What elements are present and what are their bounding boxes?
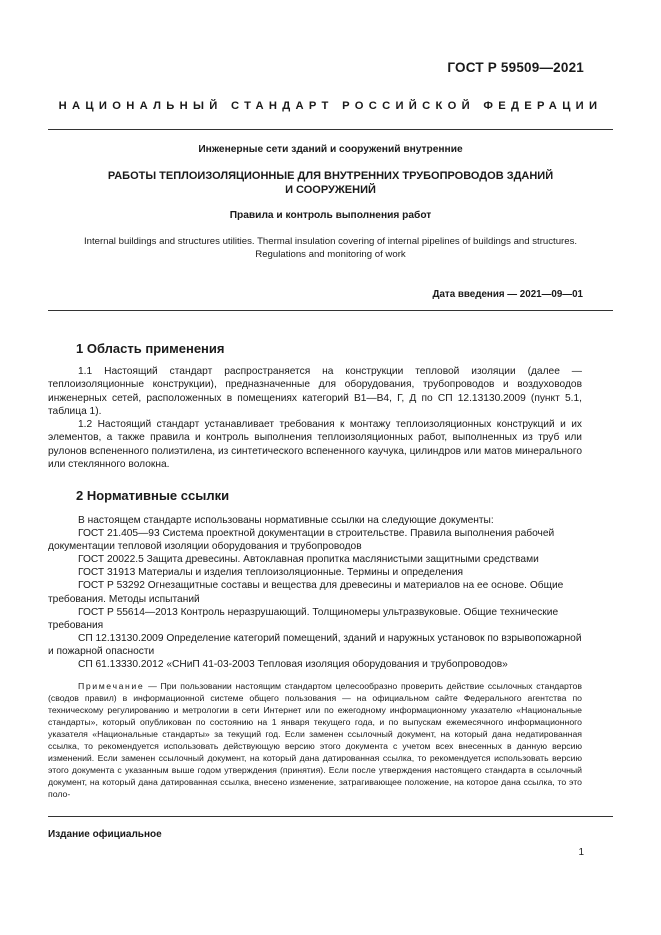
title-line-2: И СООРУЖЕНИЙ <box>285 183 376 196</box>
paragraph-1-1: 1.1 Настоящий стандарт распространяется на конструкции тепловой изоляции (далее — теплоизоляционные конструкции), предназначенные для оборудования, трубопроводов и воздуховодов инженерных сетей, расположенных в помещениях категорий В1—В4, Г, Д по СП 12.13130.2009 (пункт 5.1, таблица 1). <box>48 366 582 417</box>
english-title-line-2: Regulations and monitoring of work <box>255 249 406 260</box>
reference-item: СП 61.13330.2012 «СНиП 41-03-2003 Тепловая изоляция оборудования и трубопроводов» <box>78 659 508 671</box>
national-standard-heading: НАЦИОНАЛЬНЫЙ СТАНДАРТ РОССИЙСКОЙ ФЕДЕРАЦИИ <box>58 100 603 112</box>
reference-item: СП 12.13130.2009 Определение категорий помещений, зданий и наружных установок по взрывопожарной и пожарной опасности <box>48 632 582 657</box>
reference-item: ГОСТ 20022.5 Защита древесины. Автоклавная пропитка маслянистыми защитными средствами <box>78 554 539 566</box>
references-list <box>48 514 582 671</box>
note-text: — При пользовании настоящим стандартом целесообразно проверить действие ссылочных стандартов (сводов правил) в информационной системе общего пользования — на официальном сайте Федерального агентства по техническому регулированию и метрологии в сети Интернет или по ежегодному информационному указателю «Национальные стандарты», который опубликован по состоянию на 1 января текущего года, и по выпускам ежемесячного информационного указателя «Национальные стандарты» за текущий год. Если заменен ссылочный документ, на который дана недатированная ссылка, то рекомендуется использовать действующую версию этого документа с учетом всех внесенных в данную версию изменений. Если заменен ссылочный документ, на который дана датированная ссылка, то рекомендуется использовать версию этого документа с указанным выше годом утверждения (принятия). Если после утверждения настоящего стандарта в ссылочный документ, на который дана датированная ссылка, внесено изменение, затрагивающее положение, на которое дана ссылка, то это поло- <box>48 681 582 799</box>
document-title <box>48 170 613 197</box>
section-1-body <box>48 365 582 471</box>
references-note <box>48 680 582 800</box>
references-intro: В настоящем стандарте использованы нормативные ссылки на следующие документы: <box>78 515 494 526</box>
introduction-date: Дата введения — 2021—09—01 <box>432 289 583 300</box>
heading-divider <box>48 129 613 130</box>
date-divider <box>48 310 613 311</box>
title-line-1: РАБОТЫ ТЕПЛОИЗОЛЯЦИОННЫЕ ДЛЯ ВНУТРЕННИХ ТРУБОПРОВОДОВ ЗДАНИЙ <box>107 170 554 182</box>
section-2-title: 2 Нормативные ссылки <box>76 488 230 503</box>
note-lead: Примечание <box>78 681 145 691</box>
footer-divider <box>48 816 613 817</box>
english-title <box>48 235 613 261</box>
gost-code: ГОСТ Р 59509—2021 <box>447 60 584 75</box>
document-subtitle: Правила и контроль выполнения работ <box>229 210 432 221</box>
english-title-line-1: Internal buildings and structures utilities. Thermal insulation covering of internal pipelines of buildings and structures. <box>83 236 578 247</box>
reference-item: ГОСТ 31913 Материалы и изделия теплоизоляционные. Термины и определения <box>78 567 464 579</box>
section-1-title: 1 Область применения <box>76 341 225 356</box>
page-number: 1 <box>578 847 584 858</box>
document-subject: Инженерные сети зданий и сооружений внутренние <box>198 144 463 155</box>
reference-item: ГОСТ Р 55614—2013 Контроль неразрушающий. Толщиномеры ультразвуковые. Общие технические требования <box>48 606 559 631</box>
reference-item: ГОСТ Р 53292 Огнезащитные составы и вещества для древесины и материалов на ее основе. Общие требования. Методы испытаний <box>48 580 564 605</box>
reference-item: ГОСТ 21.405—93 Система проектной документации в строительстве. Правила выполнения рабочей документации тепловой изоляции оборудования и трубопроводов <box>48 528 555 553</box>
paragraph-1-2: 1.2 Настоящий стандарт устанавливает требования к монтажу теплоизоляционных конструкций и их элементов, а также правила и контроль выполнения теплоизоляционных работ, выполненных из труб или рулонов вспененного полиэтилена, из синтетического вспененного каучука, цилиндров или матов минерального или стеклянного волокна. <box>48 419 582 471</box>
official-edition-label: Издание официальное <box>48 829 162 840</box>
